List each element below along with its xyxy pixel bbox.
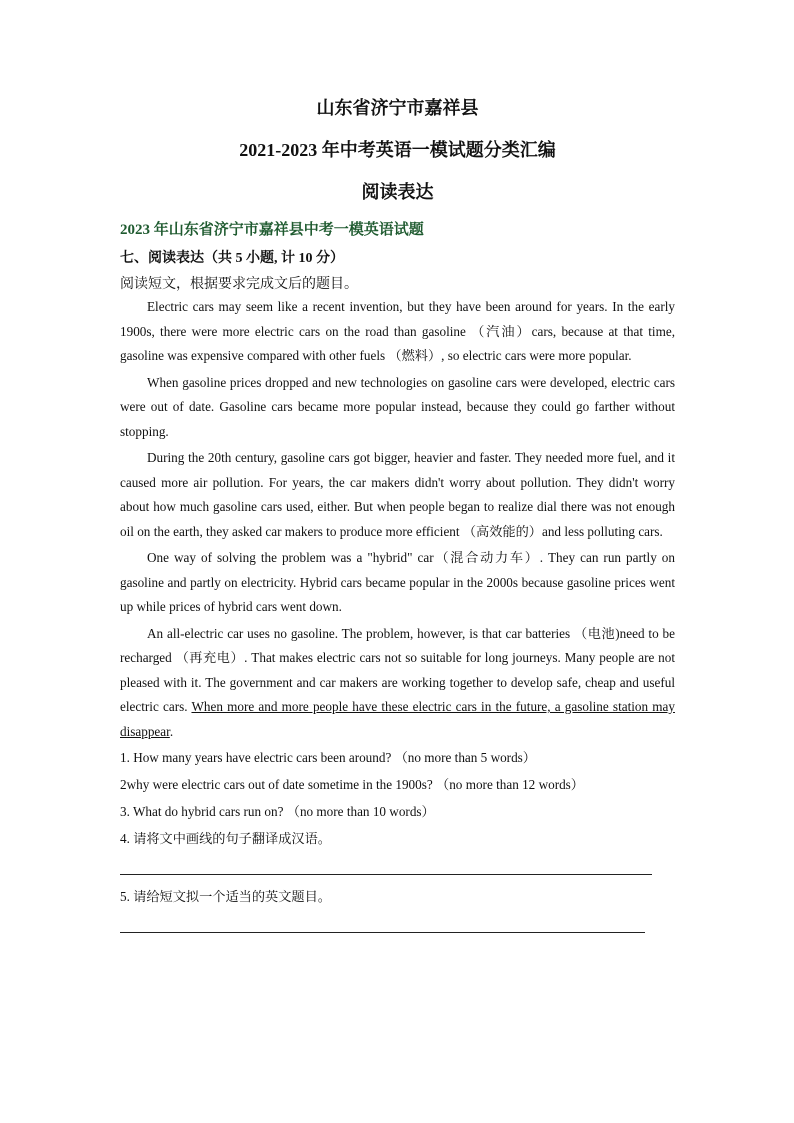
answer-line-5[interactable] bbox=[120, 910, 645, 933]
document-page bbox=[120, 90, 675, 941]
instruction: 阅读短文，根据要求完成文后的题目。 bbox=[120, 277, 358, 292]
passage-paragraph-5 bbox=[120, 622, 675, 745]
doc-title-region: 山东省济宁市嘉祥县 bbox=[316, 98, 479, 118]
question-3: 3. What do hybrid cars run on? （no more than 10 words） bbox=[120, 804, 435, 819]
section-title: 七、阅读表达（共 5 小题, 计 10 分） bbox=[120, 251, 344, 266]
underlined-sentence: When more and more people have these electric cars in the future, a gasoline station may disappear bbox=[120, 699, 675, 739]
answer-line-4[interactable] bbox=[120, 852, 652, 875]
exam-title: 2023 年山东省济宁市嘉祥县中考一模英语试题 bbox=[120, 222, 424, 238]
question-4: 4. 请将文中画线的句子翻译成汉语。 bbox=[120, 831, 331, 846]
question-5: 5. 请给短文拟一个适当的英文题目。 bbox=[120, 889, 331, 904]
paragraph-5-text: An all-electric car uses no gasoline. The problem, however, is that car batteries （电池)need to be recharged （再充电）. That makes electric cars not so suitable for long journeys. Many people are not pleased with it. The government and car makers are working together to develop safe, cheap and useful electric cars. bbox=[120, 625, 676, 714]
passage-paragraph-1: Electric cars may seem like a recent invention, but they have been around for years. In the early 1900s, there were more electric cars on the road than gasoline （汽油）cars, because at that time, gasoline was expensive compared with other fuels （燃料）, so electric cars were more popular. bbox=[120, 299, 675, 363]
paragraph-5-end: . bbox=[169, 723, 174, 739]
doc-title-topic: 阅读表达 bbox=[361, 182, 434, 202]
doc-title-years: 2021-2023 年中考英语一模试题分类汇编 bbox=[239, 140, 556, 160]
passage-paragraph-4: One way of solving the problem was a "hybrid" car（混合动力车）. They can run partly on gasoline and partly on electricity. Hybrid cars became popular in the 2000s because gasoline prices went up while prices of hybrid cars went down. bbox=[120, 550, 675, 614]
question-1: 1. How many years have electric cars been around? （no more than 5 words） bbox=[120, 750, 536, 765]
question-2: 2why were electric cars out of date sometime in the 1900s? （no more than 12 words） bbox=[120, 777, 584, 792]
passage-paragraph-2: When gasoline prices dropped and new technologies on gasoline cars were developed, electric cars were out of date. Gasoline cars became more popular instead, because they could go farther without stopping. bbox=[120, 374, 675, 439]
passage-paragraph-3: During the 20th century, gasoline cars got bigger, heavier and faster. They needed more fuel, and it caused more air pollution. For years, the car makers didn't worry about pollution. They didn't worry about how much gasoline cars used, either. But when people began to realize dial there was not enough oil on the earth, they asked car makers to produce more efficient （高效能的）and less polluting cars. bbox=[120, 450, 675, 539]
